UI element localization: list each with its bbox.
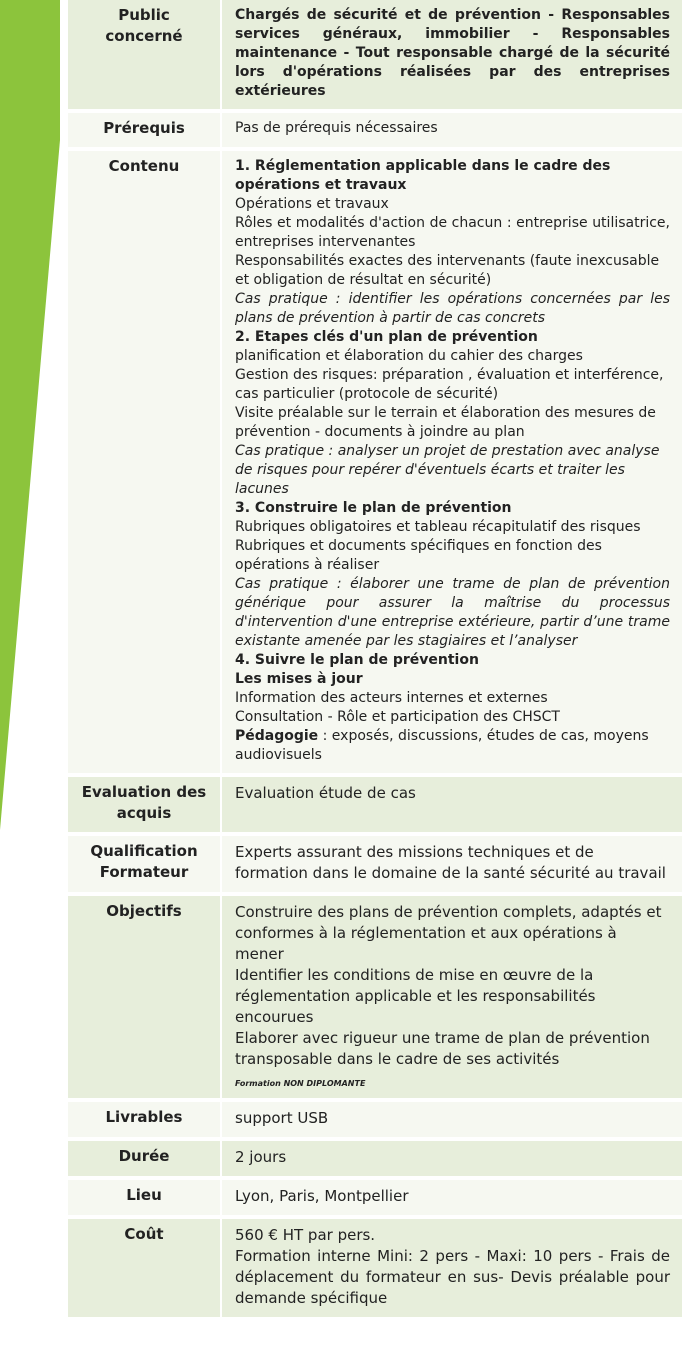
pedagogie-label: Pédagogie bbox=[235, 728, 319, 744]
section-1-line: Responsabilités exactes des intervenants (faute inexcusable et obligation de résultat en sécurité) bbox=[235, 253, 660, 288]
section-1-case: Cas pratique : identifier les opérations concernées par les plans de prévention à partir de cas concrets bbox=[235, 291, 670, 326]
label-objectifs: Objectifs bbox=[68, 896, 222, 1098]
objective-item: Construire des plans de prévention complets, adaptés et conformes à la réglementation et aux opérations à mener bbox=[235, 903, 662, 963]
cout-details: Formation interne Mini: 2 pers - Maxi: 10 pers - Frais de déplacement du formateur en sus- Devis préalable pour demande spécifique bbox=[235, 1247, 670, 1307]
row-prerequis bbox=[68, 113, 682, 147]
objective-item: Identifier les conditions de mise en œuvre de la réglementation applicable et les responsabilités encourues bbox=[235, 966, 596, 1026]
section-1-line: Rôles et modalités d'action de chacun : entreprise utilisatrice, entreprises intervenantes bbox=[235, 215, 670, 250]
row-duree bbox=[68, 1141, 682, 1176]
section-3-line: Rubriques et documents spécifiques en fonction des opérations à réaliser bbox=[235, 538, 602, 573]
row-objectifs bbox=[68, 896, 682, 1098]
row-lieu bbox=[68, 1180, 682, 1215]
pedagogie-line bbox=[235, 727, 670, 765]
value-livrables: support USB bbox=[222, 1102, 682, 1137]
row-public bbox=[68, 0, 682, 109]
value-duree: 2 jours bbox=[222, 1141, 682, 1176]
label-evaluation: Evaluation des acquis bbox=[68, 777, 222, 832]
pedagogie-text: : exposés, discussions, études de cas, moyens audiovisuels bbox=[235, 728, 649, 763]
section-2-title: 2. Etapes clés d'un plan de prévention bbox=[235, 329, 538, 345]
section-3-title: 3. Construire le plan de prévention bbox=[235, 500, 512, 516]
label-lieu: Lieu bbox=[68, 1180, 222, 1215]
value-cout bbox=[222, 1219, 682, 1317]
value-lieu: Lyon, Paris, Montpellier bbox=[222, 1180, 682, 1215]
section-2-case: Cas pratique : analyser un projet de prestation avec analyse de risques pour repérer d'éventuels écarts et traiter les lacunes bbox=[235, 443, 660, 497]
label-contenu: Contenu bbox=[68, 151, 222, 773]
label-prerequis: Prérequis bbox=[68, 113, 222, 147]
row-evaluation bbox=[68, 777, 682, 832]
row-contenu bbox=[68, 151, 682, 773]
section-1-line: Opérations et travaux bbox=[235, 196, 389, 212]
label-livrables: Livrables bbox=[68, 1102, 222, 1137]
value-objectifs bbox=[222, 896, 682, 1098]
row-livrables bbox=[68, 1102, 682, 1137]
label-qualification: Qualification Formateur bbox=[68, 836, 222, 892]
row-cout bbox=[68, 1219, 682, 1317]
green-accent-shape bbox=[0, 0, 60, 1360]
section-4-line: Information des acteurs internes et externes bbox=[235, 690, 548, 706]
objective-item: Elaborer avec rigueur une trame de plan de prévention transposable dans le cadre de ses activités bbox=[235, 1029, 650, 1068]
cout-price: 560 € HT par pers. bbox=[235, 1226, 376, 1244]
row-qualification bbox=[68, 836, 682, 892]
value-evaluation: Evaluation étude de cas bbox=[222, 777, 682, 832]
section-4-title: 4. Suivre le plan de prévention bbox=[235, 652, 479, 668]
label-cout: Coût bbox=[68, 1219, 222, 1317]
value-prerequis: Pas de prérequis nécessaires bbox=[222, 113, 682, 147]
label-public: Public concerné bbox=[68, 0, 222, 109]
section-3-line: Rubriques obligatoires et tableau récapitulatif des risques bbox=[235, 519, 641, 535]
section-2-line: Visite préalable sur le terrain et élaboration des mesures de prévention - documents à joindre au plan bbox=[235, 405, 656, 440]
value-contenu bbox=[222, 151, 682, 773]
section-2-line: Gestion des risques: préparation , évaluation et interférence, cas particulier (protocole de sécurité) bbox=[235, 367, 664, 402]
value-qualification: Experts assurant des missions techniques et de formation dans le domaine de la santé sécurité au travail bbox=[222, 836, 682, 892]
section-3-case: Cas pratique : élaborer une trame de plan de prévention générique pour assurer la maîtrise du processus d'intervention d'une entreprise extérieure, partir d’une trame existante amenée par les stagiaires et l’analyser bbox=[235, 576, 670, 649]
course-info-table bbox=[68, 0, 682, 1321]
section-4-line: Consultation - Rôle et participation des CHSCT bbox=[235, 709, 560, 725]
section-1-title: 1. Réglementation applicable dans le cadre des opérations et travaux bbox=[235, 158, 611, 193]
public-text: Chargés de sécurité et de prévention - Responsables services généraux, immobilier - Responsables maintenance - Tout responsable chargé de la sécurité lors d'opérations réalisées par des entreprises extérieures bbox=[235, 7, 670, 99]
label-duree: Durée bbox=[68, 1141, 222, 1176]
section-2-line: planification et élaboration du cahier des charges bbox=[235, 348, 583, 364]
section-4-subtitle: Les mises à jour bbox=[235, 671, 363, 687]
value-public bbox=[222, 0, 682, 109]
diploma-note: Formation NON DIPLOMANTE bbox=[235, 1079, 366, 1088]
